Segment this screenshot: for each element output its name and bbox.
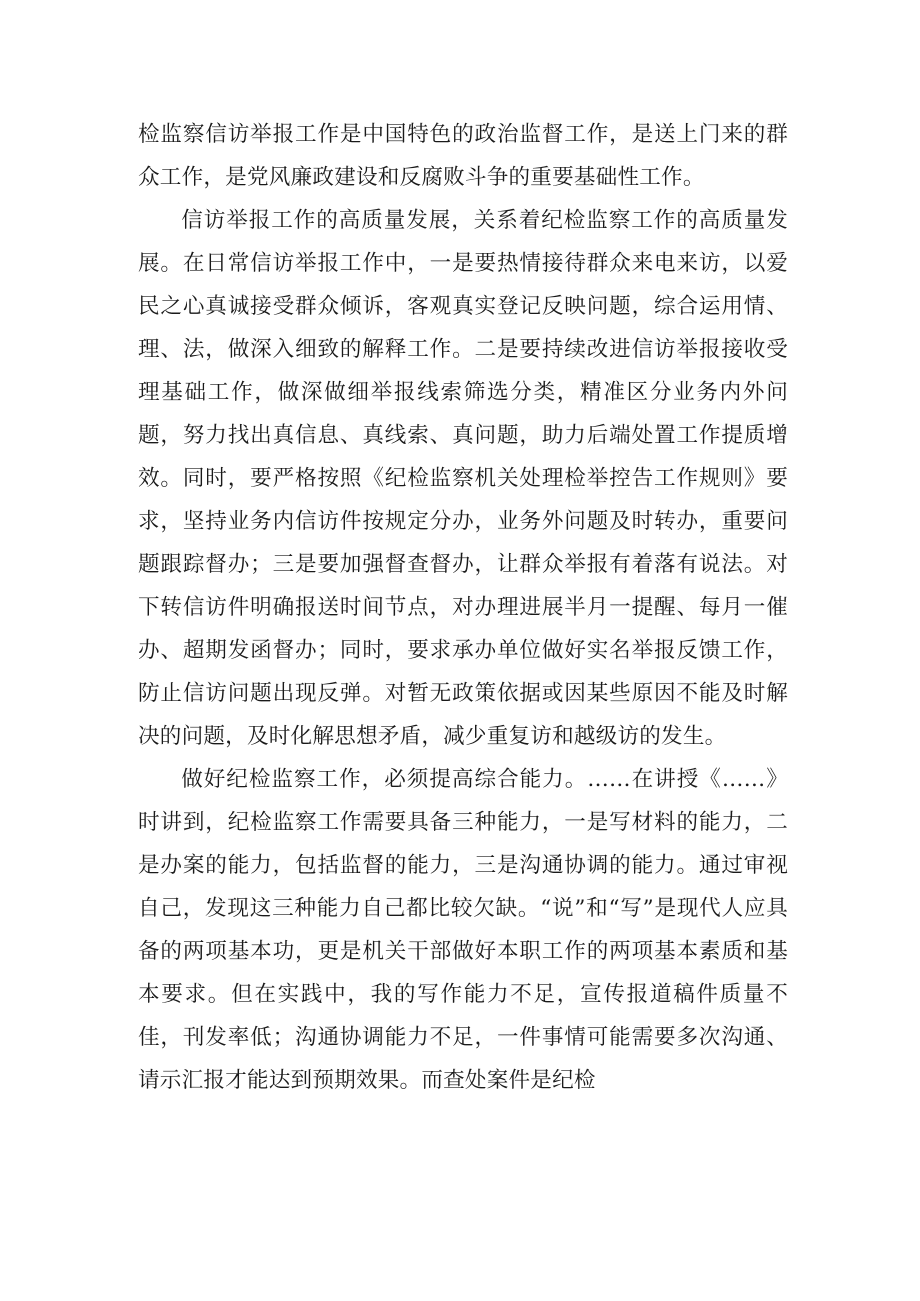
paragraph-3: 做好纪检监察工作，必须提高综合能力。……在讲授《……》时讲到，纪检监察工作需要具备三种能力，一是写材料的能力，二是办案的能力，包括监督的能力，三是沟通协调的能力。通过审视自己，发现这三种能力自己都比较欠缺。“说”和“写”是现代人应具备的两项基本功，更是机关干部做好本职工作的两项基本素质和基本要求。但在实践中，我的写作能力不足，宣传报道稿件质量不佳，刊发率低；沟通协调能力不足，一件事情可能需要多次沟通、请示汇报才能达到预期效果。而查处案件是纪检 — [138, 767, 788, 1093]
document-body — [138, 113, 788, 1102]
paragraph-1: 检监察信访举报工作是中国特色的政治监督工作，是送上门来的群众工作，是党风廉政建设和反腐败斗争的重要基础性工作。 — [138, 122, 788, 190]
paragraph-2: 信访举报工作的高质量发展，关系着纪检监察工作的高质量发展。在日常信访举报工作中，一是要热情接待群众来电来访，以爱民之心真诚接受群众倾诉，客观真实登记反映问题，综合运用情、理、法，做深入细致的解释工作。二是要持续改进信访举报接收受理基础工作，做深做细举报线索筛选分类，精准区分业务内外问题，努力找出真信息、真线索、真问题，助力后端处置工作提质增效。同时，要严格按照《纪检监察机关处理检举控告工作规则》要求，坚持业务内信访件按规定分办，业务外问题及时转办，重要问题跟踪督办；三是要加强督查督办，让群众举报有着落有说法。对下转信访件明确报送时间节点，对办理进展半月一提醒、每月一催办、超期发函督办；同时，要求承办单位做好实名举报反馈工作，防止信访问题出现反弹。对暂无政策依据或因某些原因不能及时解决的问题，及时化解思想矛盾，减少重复访和越级访的发生。 — [138, 208, 788, 749]
